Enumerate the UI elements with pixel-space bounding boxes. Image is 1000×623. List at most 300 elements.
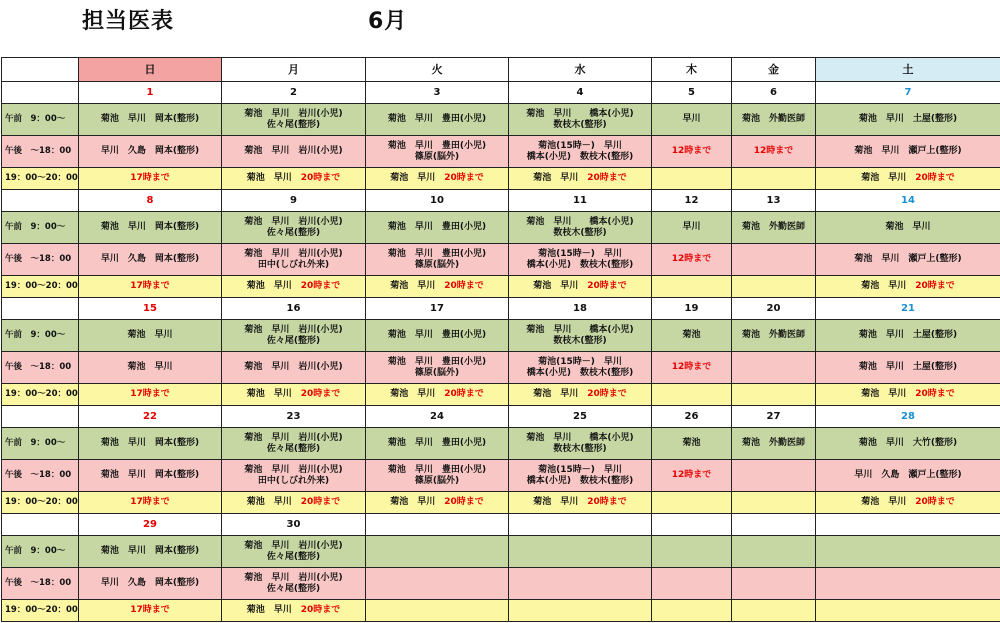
slot-label-ev: 19：00～20：00 bbox=[2, 168, 79, 190]
date-cell: 22 bbox=[79, 406, 222, 428]
date-cell: 18 bbox=[509, 298, 652, 320]
date-row-label-cell bbox=[2, 406, 79, 428]
time-limit-note: 20時まで bbox=[300, 173, 341, 183]
schedule-cell bbox=[509, 492, 652, 514]
date-cell: 13 bbox=[732, 190, 816, 212]
schedule-line: 菊池 早川 豊田(小児) bbox=[387, 330, 487, 340]
schedule-line: 菊池 bbox=[682, 330, 701, 340]
schedule-line: 菊池 早川 20時まで bbox=[246, 173, 341, 183]
date-cell: 27 bbox=[732, 406, 816, 428]
schedule-cell bbox=[509, 428, 652, 460]
schedule-line: 篠原(脳外) bbox=[414, 367, 460, 378]
schedule-cell bbox=[652, 212, 732, 244]
schedule-cell bbox=[816, 168, 1000, 190]
schedule-cell bbox=[652, 384, 732, 406]
schedule-line: 菊池 早川 豊田(小児) bbox=[387, 248, 487, 259]
schedule-cell bbox=[732, 536, 816, 568]
schedule-cell bbox=[732, 136, 816, 168]
date-cell: 16 bbox=[222, 298, 366, 320]
date-cell: 25 bbox=[509, 406, 652, 428]
schedule-line: 篠原(脳外) bbox=[414, 151, 460, 162]
schedule-cell bbox=[79, 384, 222, 406]
date-cell: 29 bbox=[79, 514, 222, 536]
schedule-cell bbox=[222, 320, 366, 352]
slot-label-pm: 午後 ～18：00 bbox=[2, 244, 79, 276]
schedule-cell bbox=[79, 600, 222, 622]
schedule-line: 菊池 早川 20時まで bbox=[246, 605, 341, 615]
date-cell: 9 bbox=[222, 190, 366, 212]
schedule-cell bbox=[509, 568, 652, 600]
time-limit-note: 20時まで bbox=[915, 173, 955, 183]
date-cell bbox=[509, 514, 652, 536]
schedule-cell bbox=[366, 212, 509, 244]
time-limit-note: 20時まで bbox=[587, 281, 627, 291]
schedule-cell bbox=[366, 104, 509, 136]
schedule-cell bbox=[222, 428, 366, 460]
schedule-line: 菊池 早川 岩川(小児) bbox=[244, 464, 343, 475]
slot-row-am bbox=[2, 212, 1000, 244]
schedule-line: 12時まで bbox=[671, 470, 712, 480]
schedule-cell bbox=[79, 168, 222, 190]
header-corner-cell bbox=[2, 58, 79, 82]
weekday-header-cell: 日 bbox=[79, 58, 222, 82]
schedule-cell bbox=[732, 104, 816, 136]
schedule-cell bbox=[732, 212, 816, 244]
schedule-line: 菊池 早川 20時まで bbox=[390, 173, 484, 183]
schedule-line: 菊池 早川 瀬戸上(整形) bbox=[854, 146, 962, 156]
date-row bbox=[2, 298, 1000, 320]
slot-label-ev: 19：00～20：00 bbox=[2, 600, 79, 622]
schedule-line: 菊池 早川 20時まで bbox=[533, 173, 627, 183]
schedule-cell bbox=[816, 276, 1000, 298]
schedule-line: 菊池 早川 橋本(小児) bbox=[526, 324, 634, 335]
schedule-cell bbox=[732, 320, 816, 352]
time-limit-note: 20時まで bbox=[444, 389, 484, 399]
date-cell: 6 bbox=[732, 82, 816, 104]
schedule-cell bbox=[79, 244, 222, 276]
date-row bbox=[2, 190, 1000, 212]
time-limit-note: 20時まで bbox=[444, 281, 484, 291]
date-row-label-cell bbox=[2, 514, 79, 536]
schedule-line: 菊池 早川 bbox=[127, 362, 173, 372]
schedule-cell bbox=[732, 600, 816, 622]
slot-label-am: 午前 9：00～ bbox=[2, 428, 79, 460]
page-title: 担当医表 bbox=[82, 9, 175, 34]
date-cell: 20 bbox=[732, 298, 816, 320]
schedule-cell bbox=[222, 352, 366, 384]
schedule-line: 菊池 bbox=[682, 438, 701, 448]
time-limit-note: 20時まで bbox=[300, 497, 341, 507]
schedule-line: 菊池 早川 20時まで bbox=[246, 497, 341, 507]
date-row bbox=[2, 406, 1000, 428]
schedule-line: 12時まで bbox=[753, 146, 794, 156]
schedule-line: 菊池 早川 岡本(整形) bbox=[100, 470, 200, 480]
schedule-line: 菊池 早川 土屋(整形) bbox=[858, 362, 958, 372]
slot-row-ev bbox=[2, 276, 1000, 298]
schedule-cell bbox=[222, 136, 366, 168]
schedule-cell bbox=[652, 600, 732, 622]
weekday-header-cell: 月 bbox=[222, 58, 366, 82]
date-cell: 10 bbox=[366, 190, 509, 212]
date-row bbox=[2, 514, 1000, 536]
schedule-line: 菊池 早川 岩川(小児) bbox=[244, 432, 343, 443]
schedule-line: 橋本(小児) 数枝木(整形) bbox=[526, 475, 634, 486]
schedule-cell bbox=[366, 136, 509, 168]
schedule-line: 菊池 早川 土屋(整形) bbox=[858, 114, 958, 124]
schedule-cell bbox=[366, 168, 509, 190]
schedule-line: 17時まで bbox=[130, 281, 170, 291]
schedule-line: 菊池 外勤医師 bbox=[741, 330, 805, 340]
schedule-line: 菊池(15時－) 早川 bbox=[538, 248, 622, 259]
schedule-cell bbox=[366, 600, 509, 622]
slot-row-pm bbox=[2, 568, 1000, 600]
schedule-line: 菊池 早川 豊田(小児) bbox=[387, 464, 487, 475]
time-limit-note: 20時まで bbox=[915, 389, 955, 399]
schedule-line: 菊池 早川 岩川(小児) bbox=[244, 362, 343, 372]
schedule-cell bbox=[732, 492, 816, 514]
schedule-cell bbox=[732, 352, 816, 384]
schedule-cell bbox=[366, 276, 509, 298]
date-cell: 23 bbox=[222, 406, 366, 428]
schedule-line: 菊池 早川 bbox=[127, 330, 173, 340]
schedule-cell bbox=[732, 568, 816, 600]
schedule-line: 12時まで bbox=[671, 254, 712, 264]
date-cell: 19 bbox=[652, 298, 732, 320]
schedule-line: 菊池 早川 20時まで bbox=[861, 497, 955, 507]
schedule-cell bbox=[652, 276, 732, 298]
schedule-cell bbox=[366, 320, 509, 352]
weekday-header-cell: 水 bbox=[509, 58, 652, 82]
schedule-line: 篠原(脳外) bbox=[414, 259, 460, 270]
schedule-line: 菊池 早川 20時まで bbox=[861, 281, 955, 291]
schedule-line: 早川 久島 岡本(整形) bbox=[100, 578, 200, 588]
schedule-line: 菊池 外勤医師 bbox=[741, 222, 805, 232]
schedule-line: 菊池 早川 20時まで bbox=[861, 389, 955, 399]
schedule-cell bbox=[509, 384, 652, 406]
schedule-cell bbox=[816, 460, 1000, 492]
schedule-cell bbox=[816, 244, 1000, 276]
schedule-line: 橋本(小児) 数枝木(整形) bbox=[526, 151, 634, 162]
schedule-line: 数枝木(整形) bbox=[553, 227, 607, 238]
slot-row-pm bbox=[2, 136, 1000, 168]
time-limit-note: 20時まで bbox=[300, 281, 341, 291]
schedule-line: 菊池 早川 岡本(整形) bbox=[100, 114, 200, 124]
schedule-line: 菊池 早川 瀬戸上(整形) bbox=[854, 254, 962, 264]
schedule-cell bbox=[816, 428, 1000, 460]
schedule-line: 田中(しびれ外来) bbox=[257, 475, 330, 486]
time-limit-note: 20時まで bbox=[915, 281, 955, 291]
schedule-line: 早川 久島 岡本(整形) bbox=[100, 146, 200, 156]
schedule-cell bbox=[79, 104, 222, 136]
schedule-cell bbox=[816, 136, 1000, 168]
schedule-cell bbox=[222, 536, 366, 568]
schedule-line: 菊池 早川 20時まで bbox=[390, 497, 484, 507]
schedule-cell bbox=[652, 104, 732, 136]
schedule-line: 菊池 早川 20時まで bbox=[246, 389, 341, 399]
schedule-cell bbox=[366, 492, 509, 514]
schedule-cell bbox=[509, 352, 652, 384]
time-limit-note: 20時まで bbox=[444, 173, 484, 183]
schedule-line: 菊池(15時－) 早川 bbox=[538, 464, 622, 475]
slot-label-ev: 19：00～20：00 bbox=[2, 276, 79, 298]
schedule-line: 菊池 早川 豊田(小児) bbox=[387, 140, 487, 151]
date-cell: 24 bbox=[366, 406, 509, 428]
schedule-line: 菊池 早川 橋本(小児) bbox=[526, 108, 634, 119]
schedule-cell bbox=[222, 212, 366, 244]
schedule-line: 菊池 早川 岩川(小児) bbox=[244, 572, 343, 583]
schedule-line: 菊池 早川 20時まで bbox=[533, 389, 627, 399]
schedule-line: 菊池 早川 豊田(小児) bbox=[387, 114, 487, 124]
schedule-cell bbox=[816, 212, 1000, 244]
weekday-header-cell: 土 bbox=[816, 58, 1000, 82]
schedule-cell bbox=[509, 320, 652, 352]
slot-row-ev bbox=[2, 600, 1000, 622]
slot-row-am bbox=[2, 536, 1000, 568]
slot-label-pm: 午後 ～18：00 bbox=[2, 460, 79, 492]
schedule-line: 佐々尾(整形) bbox=[266, 551, 321, 562]
schedule-line: 佐々尾(整形) bbox=[266, 335, 321, 346]
date-cell: 5 bbox=[652, 82, 732, 104]
schedule-line: 菊池(15時－) 早川 bbox=[538, 356, 622, 367]
weekday-header-cell: 火 bbox=[366, 58, 509, 82]
schedule-cell bbox=[732, 168, 816, 190]
date-row-label-cell bbox=[2, 298, 79, 320]
date-cell bbox=[652, 514, 732, 536]
schedule-cell bbox=[222, 104, 366, 136]
slot-row-ev bbox=[2, 384, 1000, 406]
slot-label-ev: 19：00～20：00 bbox=[2, 384, 79, 406]
schedule-cell bbox=[79, 536, 222, 568]
schedule-cell bbox=[816, 568, 1000, 600]
slot-row-ev bbox=[2, 492, 1000, 514]
schedule-line: 菊池 早川 岩川(小児) bbox=[244, 146, 343, 156]
doctor-schedule-table bbox=[1, 57, 1000, 622]
schedule-line: 早川 bbox=[682, 114, 701, 124]
schedule-line: 早川 久島 瀬戸上(整形) bbox=[854, 470, 962, 480]
schedule-cell bbox=[222, 460, 366, 492]
schedule-line: 数枝木(整形) bbox=[553, 443, 607, 454]
schedule-line: 菊池 早川 20時まで bbox=[246, 281, 341, 291]
schedule-line: 数枝木(整形) bbox=[553, 335, 607, 346]
schedule-cell bbox=[732, 460, 816, 492]
schedule-cell bbox=[816, 320, 1000, 352]
schedule-cell bbox=[79, 428, 222, 460]
schedule-line: 12時まで bbox=[671, 146, 712, 156]
schedule-cell bbox=[732, 428, 816, 460]
schedule-cell bbox=[222, 600, 366, 622]
time-limit-note: 20時まで bbox=[915, 497, 955, 507]
date-cell bbox=[732, 514, 816, 536]
date-cell: 21 bbox=[816, 298, 1000, 320]
date-cell: 26 bbox=[652, 406, 732, 428]
schedule-line: 菊池 外勤医師 bbox=[741, 114, 805, 124]
date-cell: 2 bbox=[222, 82, 366, 104]
schedule-cell bbox=[509, 460, 652, 492]
schedule-line: 菊池 早川 岩川(小児) bbox=[244, 216, 343, 227]
date-cell: 4 bbox=[509, 82, 652, 104]
slot-row-ev bbox=[2, 168, 1000, 190]
schedule-cell bbox=[222, 492, 366, 514]
schedule-cell bbox=[222, 244, 366, 276]
date-cell: 8 bbox=[79, 190, 222, 212]
slot-label-ev: 19：00～20：00 bbox=[2, 492, 79, 514]
slot-row-am bbox=[2, 104, 1000, 136]
schedule-cell bbox=[732, 384, 816, 406]
date-cell: 1 bbox=[79, 82, 222, 104]
schedule-line: 菊池 早川 岡本(整形) bbox=[100, 546, 200, 556]
schedule-cell bbox=[509, 276, 652, 298]
slot-row-am bbox=[2, 320, 1000, 352]
schedule-line: 佐々尾(整形) bbox=[266, 119, 321, 130]
schedule-cell bbox=[509, 168, 652, 190]
schedule-cell bbox=[652, 536, 732, 568]
schedule-cell bbox=[366, 460, 509, 492]
date-row-label-cell bbox=[2, 190, 79, 212]
schedule-cell bbox=[509, 136, 652, 168]
date-cell bbox=[816, 514, 1000, 536]
time-limit-note: 20時まで bbox=[300, 389, 341, 399]
schedule-cell bbox=[509, 536, 652, 568]
schedule-cell bbox=[222, 568, 366, 600]
schedule-cell bbox=[79, 352, 222, 384]
schedule-line: 菊池 早川 岩川(小児) bbox=[244, 248, 343, 259]
schedule-line: 菊池 早川 bbox=[885, 222, 931, 232]
schedule-line: 田中(しびれ外来) bbox=[257, 259, 330, 270]
schedule-line: 17時まで bbox=[130, 173, 170, 183]
schedule-line: 数枝木(整形) bbox=[553, 119, 607, 130]
date-cell: 30 bbox=[222, 514, 366, 536]
date-cell: 7 bbox=[816, 82, 1000, 104]
schedule-cell bbox=[79, 460, 222, 492]
schedule-line: 佐々尾(整形) bbox=[266, 443, 321, 454]
schedule-cell bbox=[366, 384, 509, 406]
schedule-line: 菊池 早川 土屋(整形) bbox=[858, 330, 958, 340]
schedule-cell bbox=[652, 568, 732, 600]
slot-label-am: 午前 9：00～ bbox=[2, 212, 79, 244]
weekday-header-cell: 木 bbox=[652, 58, 732, 82]
schedule-cell bbox=[816, 600, 1000, 622]
schedule-cell bbox=[652, 136, 732, 168]
schedule-line: 菊池 早川 豊田(小児) bbox=[387, 356, 487, 367]
schedule-cell bbox=[652, 352, 732, 384]
date-cell: 17 bbox=[366, 298, 509, 320]
time-limit-note: 20時まで bbox=[300, 605, 341, 615]
slot-row-pm bbox=[2, 352, 1000, 384]
date-cell: 11 bbox=[509, 190, 652, 212]
time-limit-note: 20時まで bbox=[587, 389, 627, 399]
schedule-cell bbox=[366, 568, 509, 600]
schedule-cell bbox=[816, 384, 1000, 406]
slot-label-am: 午前 9：00～ bbox=[2, 536, 79, 568]
schedule-line: 篠原(脳外) bbox=[414, 475, 460, 486]
schedule-cell bbox=[732, 276, 816, 298]
weekday-header-row bbox=[2, 58, 1000, 82]
schedule-cell bbox=[509, 244, 652, 276]
slot-row-pm bbox=[2, 244, 1000, 276]
slot-row-pm bbox=[2, 460, 1000, 492]
schedule-line: 菊池 早川 岩川(小児) bbox=[244, 324, 343, 335]
schedule-line: 菊池 早川 岡本(整形) bbox=[100, 222, 200, 232]
schedule-cell bbox=[652, 428, 732, 460]
schedule-line: 早川 bbox=[682, 222, 701, 232]
schedule-cell bbox=[816, 352, 1000, 384]
schedule-cell bbox=[652, 492, 732, 514]
date-cell: 15 bbox=[79, 298, 222, 320]
weekday-header-cell: 金 bbox=[732, 58, 816, 82]
schedule-cell bbox=[816, 536, 1000, 568]
schedule-line: 菊池 早川 岡本(整形) bbox=[100, 438, 200, 448]
schedule-cell bbox=[79, 136, 222, 168]
date-cell: 12 bbox=[652, 190, 732, 212]
schedule-cell bbox=[652, 320, 732, 352]
schedule-line: 菊池 早川 20時まで bbox=[390, 389, 484, 399]
schedule-line: 菊池(15時－) 早川 bbox=[538, 140, 622, 151]
schedule-line: 菊池 早川 大竹(整形) bbox=[858, 438, 958, 448]
schedule-line: 菊池 早川 20時まで bbox=[533, 497, 627, 507]
date-cell: 3 bbox=[366, 82, 509, 104]
schedule-line: 菊池 早川 橋本(小児) bbox=[526, 432, 634, 443]
schedule-line: 佐々尾(整形) bbox=[266, 583, 321, 594]
schedule-cell bbox=[79, 568, 222, 600]
schedule-line: 早川 久島 岡本(整形) bbox=[100, 254, 200, 264]
schedule-cell bbox=[816, 104, 1000, 136]
schedule-line: 菊池 早川 20時まで bbox=[861, 173, 955, 183]
schedule-cell bbox=[652, 460, 732, 492]
time-limit-note: 20時まで bbox=[444, 497, 484, 507]
date-cell: 14 bbox=[816, 190, 1000, 212]
schedule-cell bbox=[79, 492, 222, 514]
slot-label-pm: 午後 ～18：00 bbox=[2, 136, 79, 168]
schedule-line: 菊池 早川 20時まで bbox=[390, 281, 484, 291]
date-cell bbox=[366, 514, 509, 536]
schedule-line: 菊池 早川 岩川(小児) bbox=[244, 108, 343, 119]
schedule-cell bbox=[222, 384, 366, 406]
schedule-cell bbox=[816, 492, 1000, 514]
slot-label-pm: 午後 ～18：00 bbox=[2, 352, 79, 384]
schedule-cell bbox=[366, 428, 509, 460]
schedule-cell bbox=[652, 168, 732, 190]
schedule-cell bbox=[732, 244, 816, 276]
schedule-line: 菊池 早川 豊田(小児) bbox=[387, 222, 487, 232]
time-limit-note: 20時まで bbox=[587, 497, 627, 507]
schedule-cell bbox=[79, 320, 222, 352]
schedule-cell bbox=[509, 600, 652, 622]
slot-label-am: 午前 9：00～ bbox=[2, 320, 79, 352]
schedule-cell bbox=[222, 276, 366, 298]
schedule-line: 佐々尾(整形) bbox=[266, 227, 321, 238]
schedule-cell bbox=[366, 244, 509, 276]
schedule-line: 橋本(小児) 数枝木(整形) bbox=[526, 367, 634, 378]
date-cell: 28 bbox=[816, 406, 1000, 428]
schedule-line: 菊池 早川 岩川(小児) bbox=[244, 540, 343, 551]
date-row-label-cell bbox=[2, 82, 79, 104]
schedule-line: 菊池 外勤医師 bbox=[741, 438, 805, 448]
schedule-line: 菊池 早川 20時まで bbox=[533, 281, 627, 291]
schedule-line: 12時まで bbox=[671, 362, 712, 372]
schedule-cell bbox=[366, 352, 509, 384]
schedule-cell bbox=[79, 212, 222, 244]
schedule-cell bbox=[509, 212, 652, 244]
schedule-line: 菊池 早川 豊田(小児) bbox=[387, 438, 487, 448]
schedule-line: 17時まで bbox=[130, 605, 170, 615]
date-row bbox=[2, 82, 1000, 104]
schedule-line: 橋本(小児) 数枝木(整形) bbox=[526, 259, 634, 270]
schedule-cell bbox=[79, 276, 222, 298]
schedule-cell bbox=[509, 104, 652, 136]
schedule-cell bbox=[652, 244, 732, 276]
schedule-cell bbox=[222, 168, 366, 190]
schedule-line: 菊池 早川 橋本(小児) bbox=[526, 216, 634, 227]
